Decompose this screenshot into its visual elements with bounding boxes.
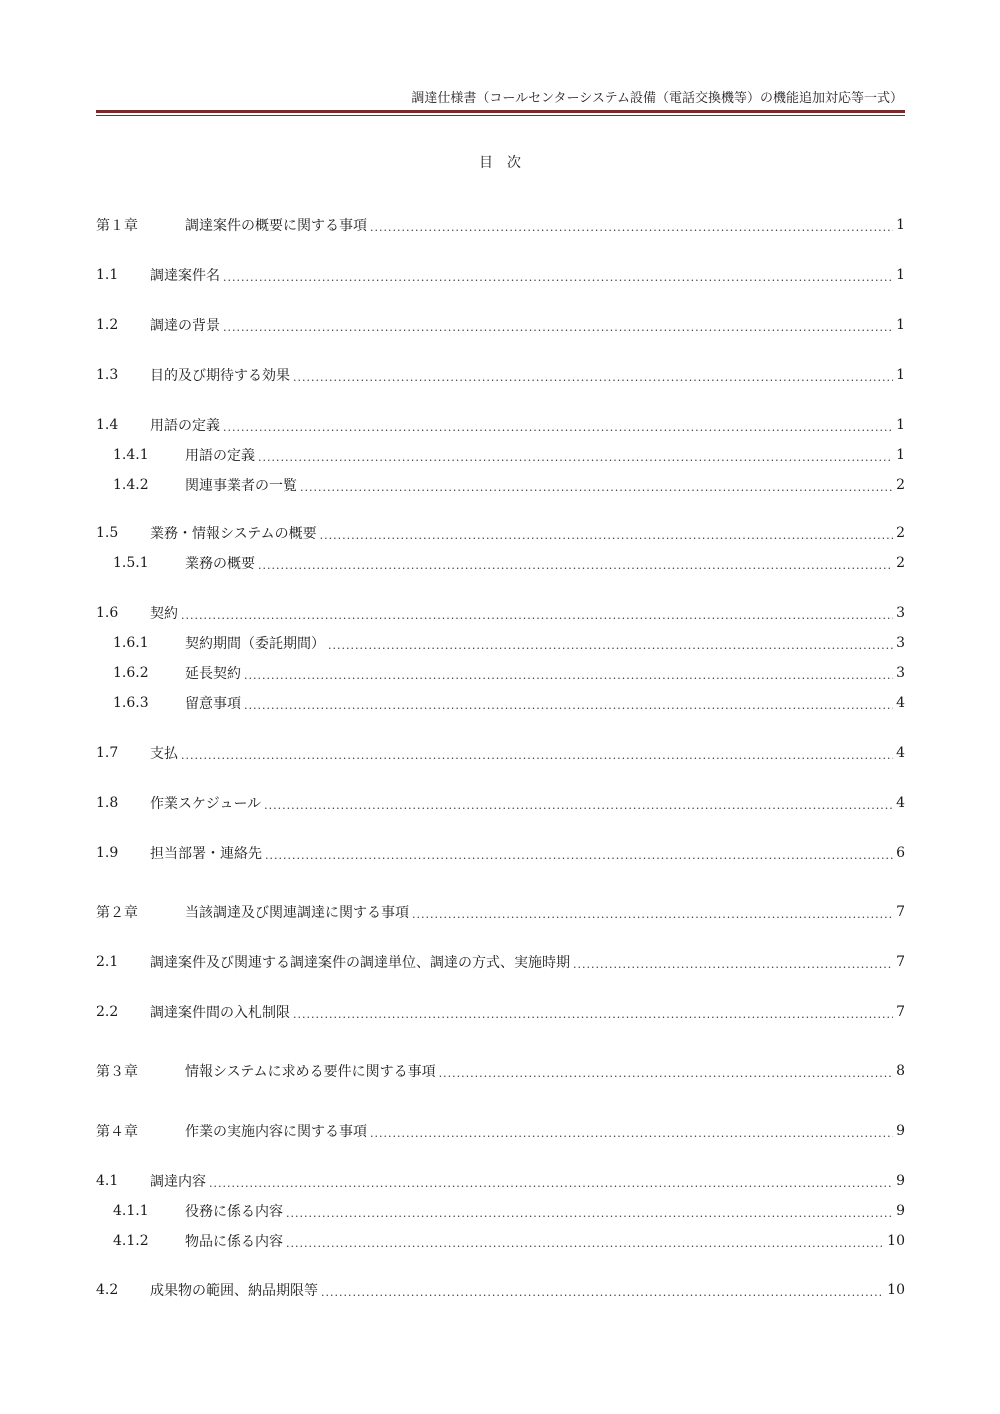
toc-entry-page: 10 [887, 1282, 905, 1298]
toc-entry[interactable] [96, 414, 905, 436]
toc-dot-leader [223, 270, 893, 286]
toc-entry[interactable] [96, 1001, 905, 1023]
toc-entry-number: 1.5 [96, 525, 119, 541]
toc-entry[interactable] [96, 842, 905, 864]
toc-dot-leader [244, 698, 893, 714]
toc-entry[interactable] [96, 314, 905, 336]
toc-dot-leader [181, 748, 893, 764]
toc-dot-leader [286, 1236, 884, 1252]
toc-entry-number: 第４章 [96, 1124, 138, 1140]
toc-entry-number: 第１章 [96, 218, 138, 234]
toc-dot-leader [258, 450, 893, 466]
toc-dot-leader [223, 320, 893, 336]
toc-entry-title: 調達内容 [150, 1174, 206, 1190]
toc-entry[interactable] [113, 1230, 905, 1252]
toc-entry-page: 1 [896, 317, 905, 333]
toc-entry-number: 1.5.1 [113, 555, 149, 571]
toc-dot-leader [321, 1285, 884, 1301]
toc-entry-page: 1 [896, 417, 905, 433]
toc-dot-leader [320, 528, 893, 544]
toc-entry-number: 1.4.2 [113, 477, 149, 493]
toc-dot-leader [573, 957, 893, 973]
toc-dot-leader [209, 1176, 893, 1192]
toc-entry-number: 2.2 [96, 1004, 119, 1020]
toc-entry-number: 1.6.3 [113, 695, 149, 711]
toc-entry-title: 担当部署・連絡先 [150, 846, 262, 862]
toc-entry-title: 調達案件及び関連する調達案件の調達単位、調達の方式、実施時期 [150, 955, 570, 971]
toc-entry-title: 契約期間（委託期間） [185, 636, 325, 652]
table-of-contents [96, 0, 905, 1414]
toc-entry-number: 1.2 [96, 317, 119, 333]
toc-entry-page: 6 [896, 845, 905, 861]
toc-entry-page: 2 [896, 555, 905, 571]
toc-entry-number: 4.2 [96, 1282, 119, 1298]
toc-entry[interactable] [113, 1200, 905, 1222]
toc-entry-page: 3 [896, 665, 905, 681]
toc-entry-title: 調達案件間の入札制限 [150, 1005, 290, 1021]
toc-entry[interactable] [96, 951, 905, 973]
toc-entry-title: 役務に係る内容 [185, 1204, 283, 1220]
toc-entry-page: 7 [896, 954, 905, 970]
toc-entry-title: 関連事業者の一覧 [185, 478, 297, 494]
toc-entry-number: 4.1 [96, 1173, 119, 1189]
toc-dot-leader [412, 907, 893, 923]
toc-dot-leader [293, 370, 893, 386]
toc-entry-number: 1.9 [96, 845, 119, 861]
toc-entry-number: 1.4.1 [113, 447, 149, 463]
toc-entry[interactable] [96, 1170, 905, 1192]
toc-entry[interactable] [113, 632, 905, 654]
toc-entry-page: 1 [896, 217, 905, 233]
toc-entry-page: 7 [896, 1004, 905, 1020]
toc-entry-title: 契約 [150, 606, 178, 622]
toc-dot-leader [293, 1007, 893, 1023]
toc-entry-title: 作業スケジュール [150, 796, 262, 812]
toc-entry-title: 調達の背景 [150, 318, 220, 334]
toc-entry-title: 物品に係る内容 [185, 1234, 283, 1250]
toc-entry[interactable] [113, 552, 905, 574]
toc-entry-number: 1.6.2 [113, 665, 149, 681]
toc-entry-page: 4 [896, 745, 905, 761]
toc-entry-page: 2 [896, 525, 905, 541]
toc-entry-number: 1.6.1 [113, 635, 149, 651]
toc-dot-leader [328, 638, 893, 654]
document-title: 調達仕様書（コールセンターシステム設備（電話交換機等）の機能追加対応等一式） [411, 91, 903, 106]
toc-entry[interactable] [113, 662, 905, 684]
toc-entry-page: 9 [896, 1123, 905, 1139]
toc-entry-number: 1.1 [96, 267, 119, 283]
toc-entry-title: 業務の概要 [185, 556, 255, 572]
toc-entry-number: 第３章 [96, 1064, 138, 1080]
toc-heading: 目次 [479, 155, 535, 171]
toc-dot-leader [300, 480, 893, 496]
toc-entry[interactable] [96, 792, 905, 814]
toc-entry-page: 3 [896, 605, 905, 621]
toc-entry-page: 9 [896, 1203, 905, 1219]
toc-entry-title: 調達案件名 [150, 268, 220, 284]
toc-entry-title: 用語の定義 [185, 448, 255, 464]
toc-entry-page: 1 [896, 367, 905, 383]
toc-dot-leader [370, 1126, 893, 1142]
toc-entry-title: 情報システムに求める要件に関する事項 [185, 1064, 436, 1080]
toc-entry-page: 4 [896, 795, 905, 811]
toc-entry-page: 8 [896, 1063, 905, 1079]
toc-entry-page: 2 [896, 477, 905, 493]
toc-dot-leader [244, 668, 893, 684]
toc-entry-number: 1.8 [96, 795, 119, 811]
toc-dot-leader [265, 848, 893, 864]
toc-entry-page: 7 [896, 904, 905, 920]
toc-entry-number: 1.7 [96, 745, 119, 761]
toc-entry[interactable] [96, 522, 905, 544]
toc-entry[interactable] [113, 444, 905, 466]
toc-entry[interactable] [96, 602, 905, 624]
toc-dot-leader [370, 220, 893, 236]
toc-entry-title: 成果物の範囲、納品期限等 [150, 1283, 318, 1299]
toc-entry-number: 1.4 [96, 417, 119, 433]
toc-entry-title: 留意事項 [185, 696, 241, 712]
toc-entry[interactable] [96, 901, 905, 923]
toc-dot-leader [286, 1206, 893, 1222]
toc-entry-title: 用語の定義 [150, 418, 220, 434]
toc-entry-number: 1.6 [96, 605, 119, 621]
toc-dot-leader [264, 798, 893, 814]
toc-entry-title: 支払 [150, 746, 178, 762]
toc-entry-number: 第２章 [96, 905, 138, 921]
toc-dot-leader [223, 420, 893, 436]
toc-entry-title: 目的及び期待する効果 [150, 368, 290, 384]
toc-entry[interactable] [96, 364, 905, 386]
toc-entry-page: 9 [896, 1173, 905, 1189]
toc-dot-leader [181, 608, 893, 624]
toc-entry-number: 4.1.1 [113, 1203, 149, 1219]
toc-dot-leader [258, 558, 893, 574]
toc-entry-page: 1 [896, 447, 905, 463]
toc-entry[interactable] [113, 692, 905, 714]
toc-entry-number: 1.3 [96, 367, 119, 383]
toc-dot-leader [439, 1066, 893, 1082]
toc-entry-number: 2.1 [96, 954, 119, 970]
toc-entry-page: 10 [887, 1233, 905, 1249]
toc-entry-page: 1 [896, 267, 905, 283]
toc-entry[interactable] [96, 214, 905, 236]
toc-entry-title: 延長契約 [185, 666, 241, 682]
toc-entry[interactable] [113, 474, 905, 496]
toc-entry-title: 作業の実施内容に関する事項 [185, 1124, 367, 1140]
toc-entry-page: 3 [896, 635, 905, 651]
toc-entry[interactable] [96, 1279, 905, 1301]
toc-entry[interactable] [96, 1060, 905, 1082]
toc-entry-title: 業務・情報システムの概要 [150, 526, 317, 542]
toc-entry[interactable] [96, 1120, 905, 1142]
toc-entry-number: 4.1.2 [113, 1233, 149, 1249]
toc-entry-title: 調達案件の概要に関する事項 [185, 218, 367, 234]
toc-entry[interactable] [96, 264, 905, 286]
toc-entry[interactable] [96, 742, 905, 764]
toc-entry-title: 当該調達及び関連調達に関する事項 [185, 905, 409, 921]
toc-entry-page: 4 [896, 695, 905, 711]
